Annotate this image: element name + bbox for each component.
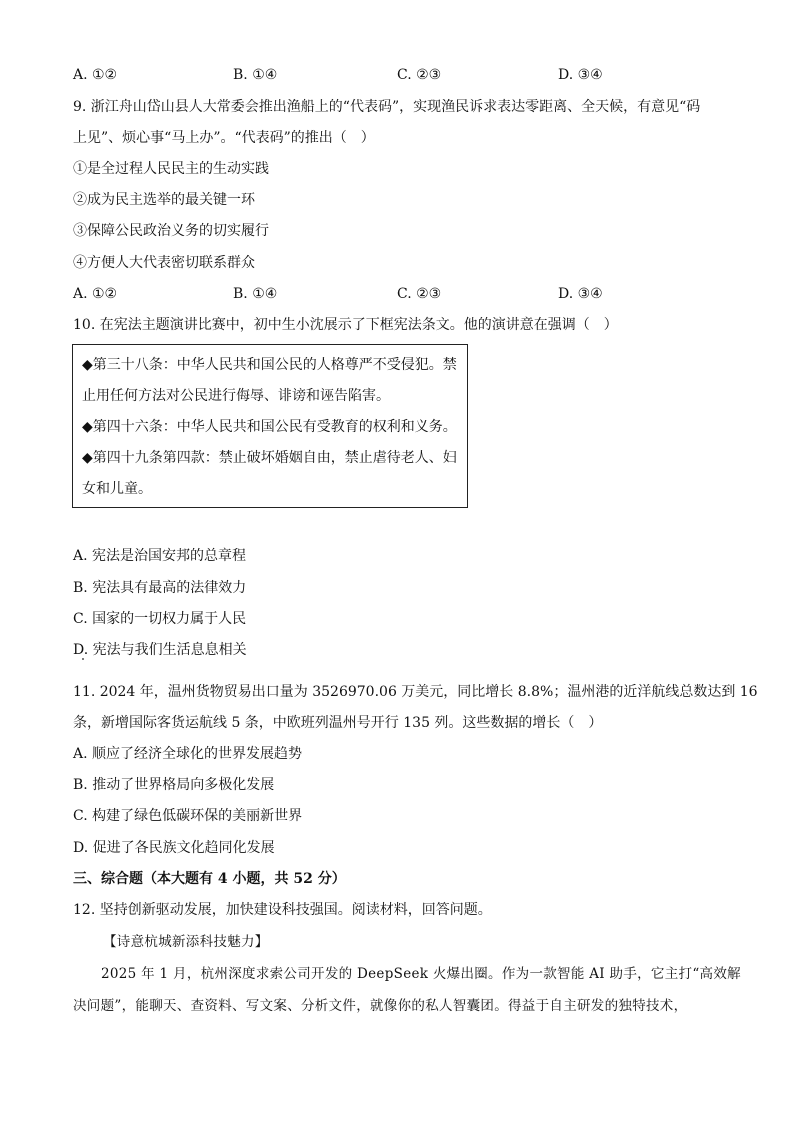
constitution-articles-box — [72, 344, 468, 508]
q11-stem-line1: 11. 2024 年，温州货物贸易出口量为 3526970.06 万美元，同比增长 8.8%；温州港的近洋航线总数达到 16 — [73, 684, 758, 700]
section-3-heading: 三、综合题（本大题有 4 小题，共 52 分） — [73, 871, 346, 887]
q12-material-title: 【诗意杭城新添科技魅力】 — [103, 934, 269, 950]
q8-options — [73, 65, 713, 85]
q9-stem-line2: 上见”、烦心事“马上办”。“代表码”的推出（ ） — [73, 130, 375, 146]
q11-option-a: A. 顺应了经济全球化的世界发展趋势 — [73, 746, 303, 762]
q12-material-line2: 决问题”，能聊天、查资料、写文案、分析文件，就像你的私人智囊团。得益于自主研发的独特技术， — [73, 998, 688, 1014]
q11-stem-line2: 条，新增国际客货运航线 5 条，中欧班列温州号开行 135 列。这些数据的增长（ ） — [73, 715, 603, 731]
q12-material-line1: 2025 年 1 月，杭州深度求索公司开发的 DeepSeek 火爆出圈。作为一款智能 AI 助手，它主打“高效解 — [101, 966, 741, 982]
q9-stem-line1: 9. 浙江舟山岱山县人大常委会推出渔船上的“代表码”，实现渔民诉求表达零距离、全天候，有意见“码 — [73, 99, 701, 115]
box-line-4: ◆第四十九条第四款：禁止破坏婚姻自由，禁止虐待老人、妇 — [82, 450, 457, 466]
stray-dot — [82, 658, 84, 660]
q8-option-c: C. ②③ — [397, 67, 442, 83]
box-line-1: ◆第三十八条：中华人民共和国公民的人格尊严不受侵犯。禁 — [82, 357, 457, 373]
q12-stem: 12. 坚持创新驱动发展，加快建设科技强国。阅读材料，回答问题。 — [73, 902, 492, 918]
q8-option-b: B. ①④ — [233, 67, 278, 83]
q11-option-d: D. 促进了各民族文化趋同化发展 — [73, 840, 275, 856]
q9-statement-3: ③保障公民政治义务的切实履行 — [73, 223, 269, 239]
q9-statement-2: ②成为民主选举的最关键一环 — [73, 192, 255, 208]
q10-option-d: D. 宪法与我们生活息息相关 — [73, 642, 247, 658]
q10-stem: 10. 在宪法主题演讲比赛中，初中生小沈展示了下框宪法条文。他的演讲意在强调（ ） — [73, 317, 618, 333]
q9-options — [73, 284, 713, 304]
box-line-2: 止用任何方法对公民进行侮辱、诽谤和诬告陷害。 — [82, 388, 390, 404]
q8-option-d: D. ③④ — [558, 67, 603, 83]
q10-option-c: C. 国家的一切权力属于人民 — [73, 611, 247, 627]
box-line-3: ◆第四十六条：中华人民共和国公民有受教育的权利和义务。 — [82, 419, 457, 435]
q11-option-b: B. 推动了世界格局向多极化发展 — [73, 777, 275, 793]
q9-option-c: C. ②③ — [397, 286, 442, 302]
q9-option-d: D. ③④ — [558, 286, 603, 302]
q9-statement-1: ①是全过程人民民主的生动实践 — [73, 161, 269, 177]
q10-option-a: A. 宪法是治国安邦的总章程 — [73, 548, 247, 564]
q10-option-b: B. 宪法具有最高的法律效力 — [73, 580, 247, 596]
q11-option-c: C. 构建了绿色低碳环保的美丽新世界 — [73, 808, 303, 824]
box-line-5: 女和儿童。 — [82, 481, 152, 497]
q9-option-b: B. ①④ — [233, 286, 278, 302]
q9-statement-4: ④方便人大代表密切联系群众 — [73, 255, 255, 271]
q9-option-a: A. ①② — [73, 286, 118, 302]
q8-option-a: A. ①② — [73, 67, 118, 83]
